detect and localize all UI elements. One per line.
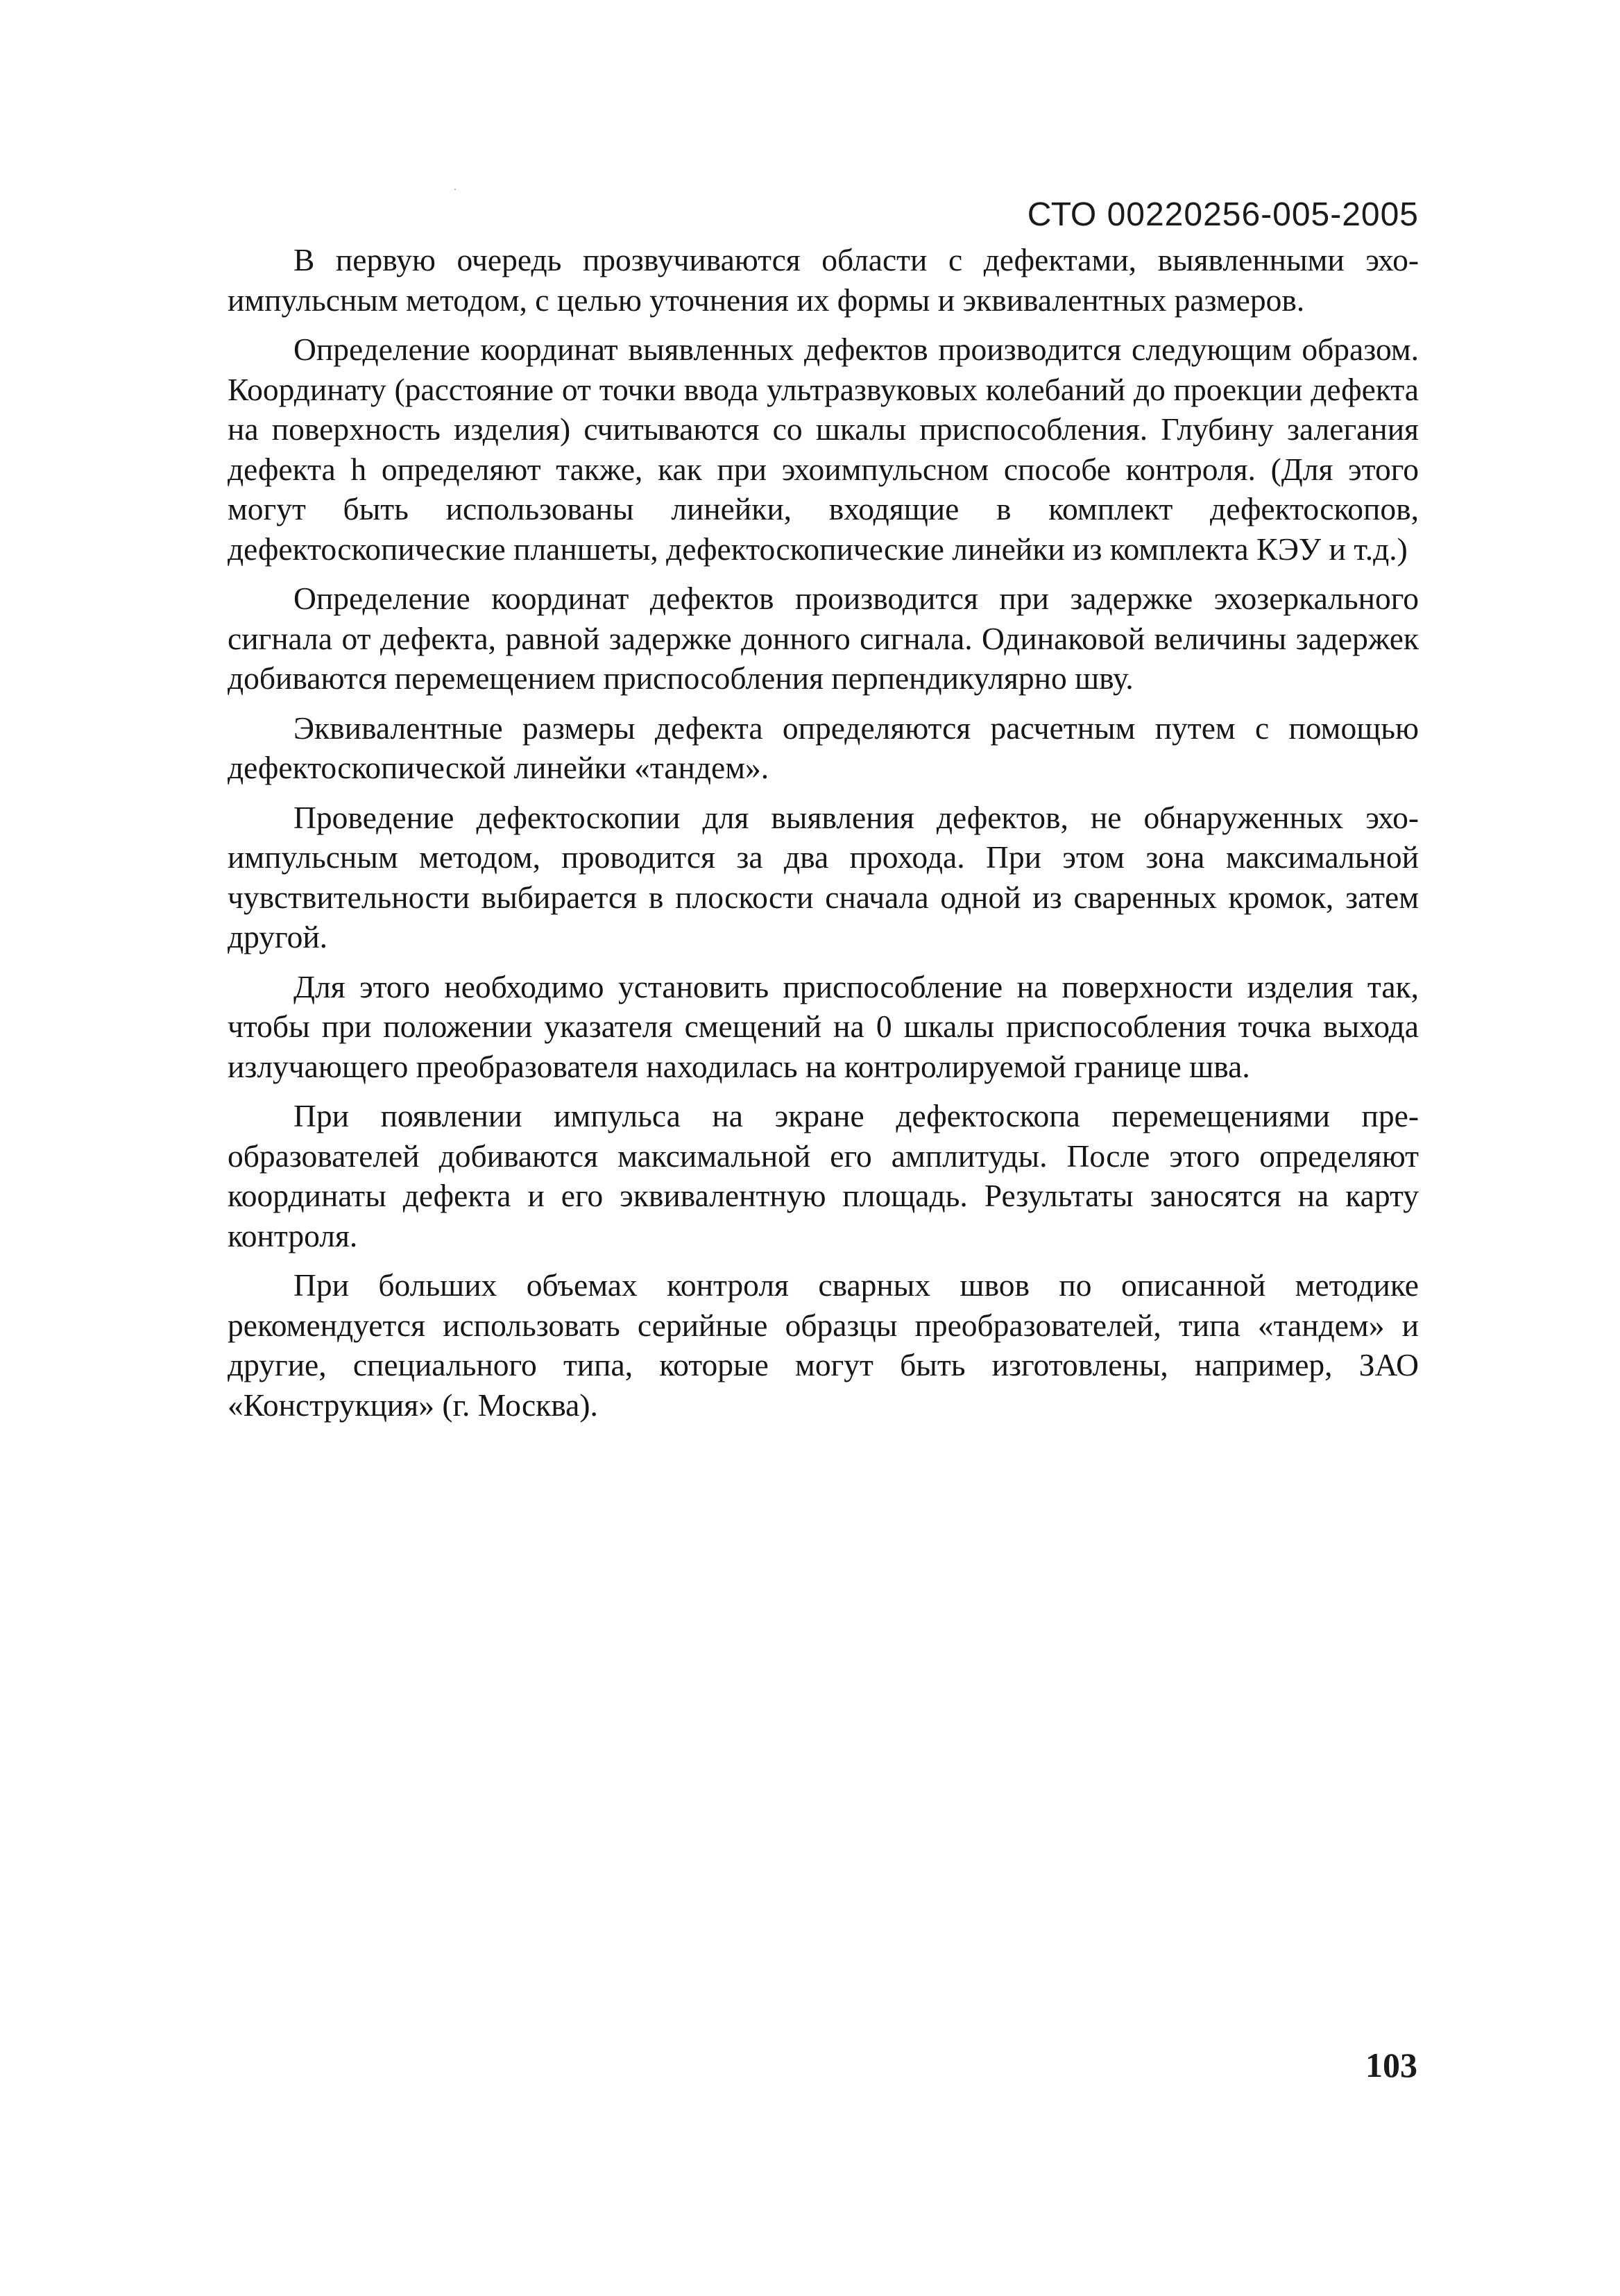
- paragraph: Определение координат выявленных дефектов производится следующим образом. Координату (расстояние от точки ввода ультразвуковых колебаний до проекции дефекта на поверхность изделия) считываются со шкалы приспособления. Глубину залегания дефекта h определяют также, как при эхоимпульсном способе контроля. (Для этого могут быть использованы линейки, входящие в комплект дефектоскопов, дефектоскопические планшеты, дефектоскопические линейки из комплекта КЭУ и т.д.): [228, 332, 1419, 567]
- document-code: СТО 00220256-005-2005: [1027, 196, 1419, 233]
- paragraph: Определение координат дефектов производится при задержке эхозеркального сигнала от дефекта, равной задержке донного сигнала. Одинаковой величины задержек добиваются перемещением приспособления перпендикулярно шву.: [228, 581, 1419, 696]
- paragraph: Проведение дефектоскопии для выявления дефектов, не обнаруженных эхо-импульсным методом, проводится за два прохода. При этом зона максимальной чувствительности выбирается в плоскости сначала одной из сваренных кромок, затем другой.: [228, 799, 1419, 954]
- paragraph: Для этого необходимо установить приспособление на поверхности изделия так, чтобы при положении указателя смещений на 0 шкалы приспособления точка выхода излучающего преобразователя находилась на контролируемой границе шва.: [228, 968, 1419, 1084]
- paragraph: При больших объемах контроля сварных швов по описанной методике рекомендуется использовать серийные образцы преобразователей, типа «тандем» и другие, специального типа, которые могут быть изготовлены, например, ЗАО «Конструкция» (г. Москва).: [228, 1267, 1419, 1423]
- body-text: [228, 240, 1419, 1425]
- paragraph: В первую очередь прозвучиваются области с дефектами, выявленными эхо-импульсным методом, с целью уточнения их формы и эквивалентных размеров.: [228, 242, 1419, 318]
- scan-speck: [454, 189, 456, 190]
- paragraph: При появлении импульса на экране дефектоскопа перемещениями преобразователей добиваются максимальной его амплитуды. После этого определяют координаты дефекта и его эквивалентную площадь. Результаты заносятся на карту контроля.: [228, 1098, 1419, 1253]
- page-number: 103: [1365, 2046, 1417, 2084]
- paragraph: Эквивалентные размеры дефекта определяются расчетным путем с помощью дефектоскопической линейки «тандем».: [228, 710, 1419, 785]
